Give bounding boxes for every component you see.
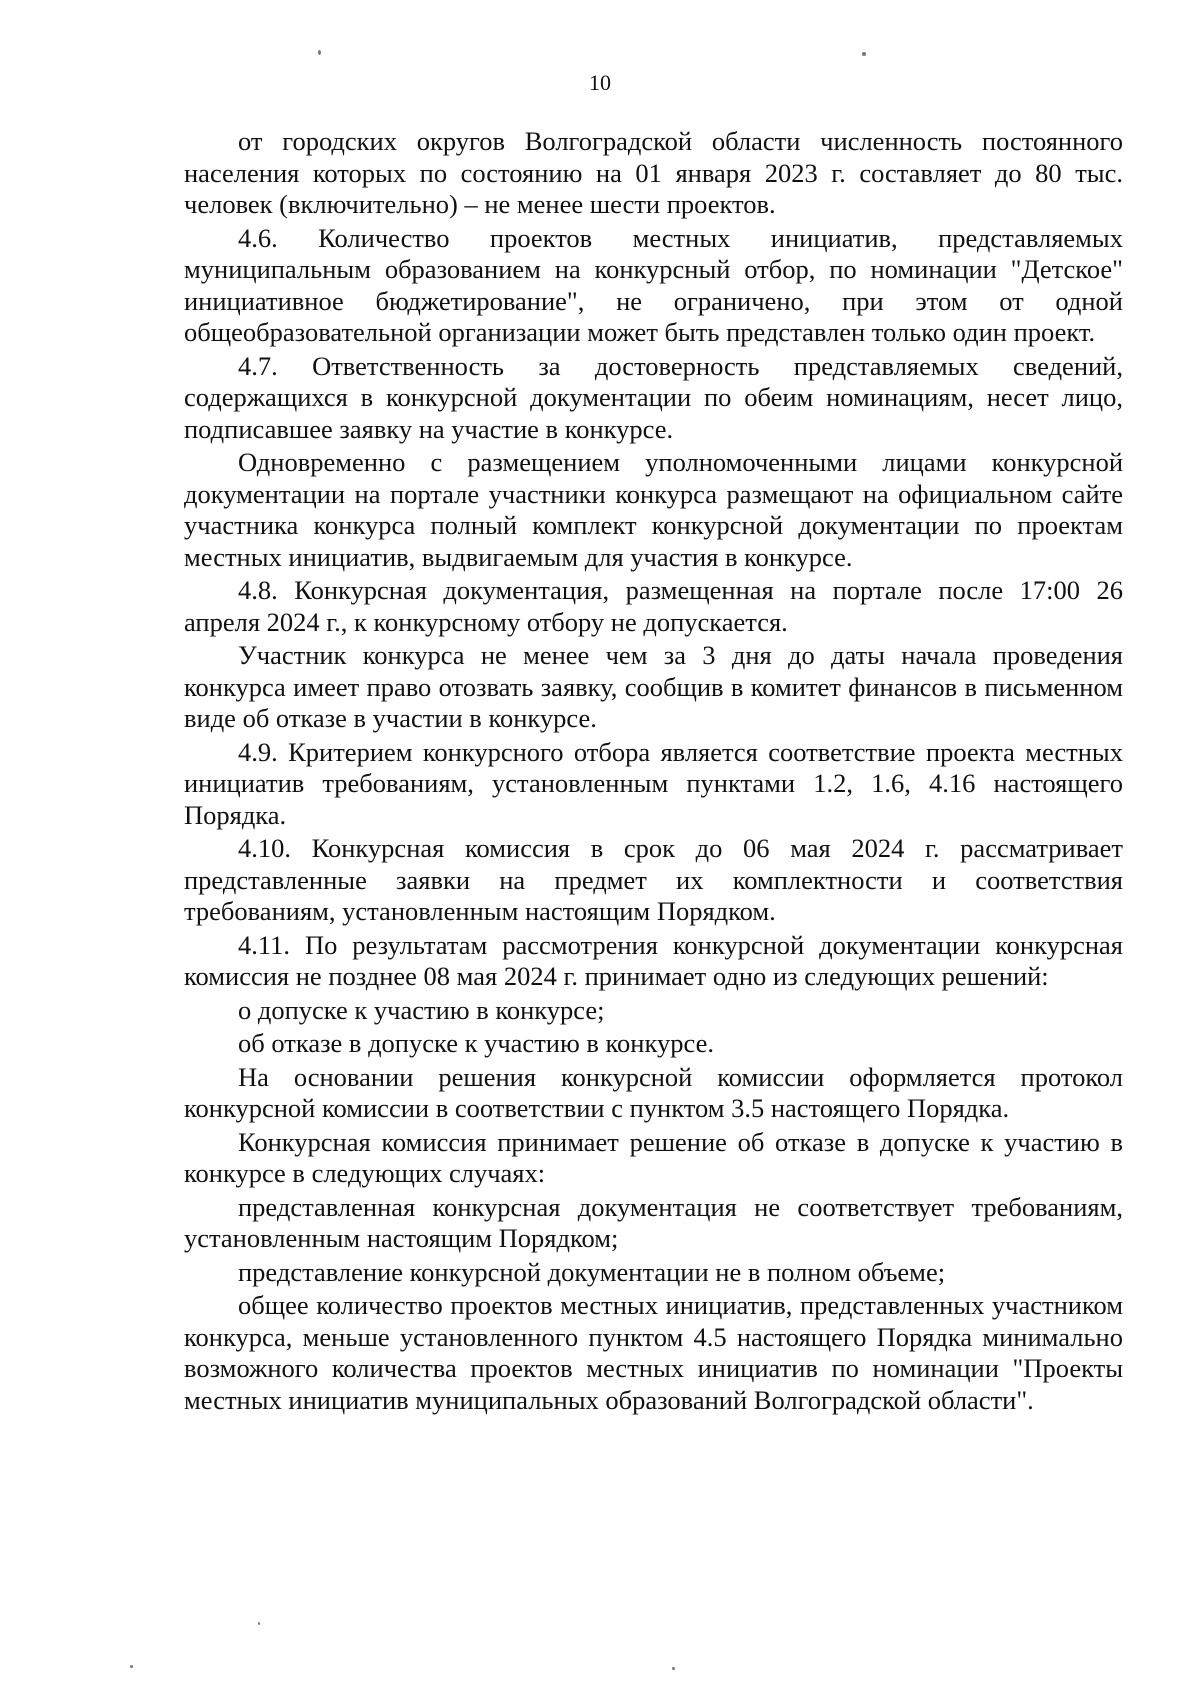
paragraph: Конкурсная комиссия принимает решение об отказе в допуске к участию в конкурсе в следующих случаях: [184,1126,1123,1188]
scan-speck [318,50,321,55]
paragraph-4-8: 4.8. Конкурсная документация, размещенная на портале после 17:00 26 апреля 2024 г., к конкурсному отбору не допускается. [184,575,1123,637]
paragraph-4-6: 4.6. Количество проектов местных инициатив, представляемых муниципальным образованием на конкурсный отбор, по номинации "Детское" инициативное бюджетирование", не ограничено, при этом от одной общеобразовательной организации может быть представлен только один проект. [184,222,1123,347]
page-number: 10 [589,70,611,95]
paragraph-4-9: 4.9. Критерием конкурсного отбора является соответствие проекта местных инициатив требованиям, установленным пунктами 1.2, 1.6, 4.16 настоящего Порядка. [184,736,1123,830]
list-item: представленная конкурсная документация не соответствует требованиям, установленным настоящим Порядком; [184,1191,1123,1253]
document-body [184,126,1123,1418]
list-item: об отказе в допуске к участию в конкурсе. [238,1028,714,1058]
scan-speck [672,1667,675,1670]
paragraph: от городских округов Волгоградской области численность постоянного населения которых по состоянию на 01 января 2023 г. составляет до 80 тыс. человек (включительно) – не менее шести проектов. [184,126,1123,219]
paragraph: Участник конкурса не менее чем за 3 дня до даты начала проведения конкурса имеет право отозвать заявку, сообщив в комитет финансов в письменном виде об отказе в участии в конкурсе. [184,640,1123,733]
list-item: представление конкурсной документации не в полном объеме; [238,1256,946,1287]
list-item: общее количество проектов местных инициатив, представленных участником конкурса, меньше установленного пунктом 4.5 настоящего Порядка минимально возможного количества проектов местных инициатив по номинации "Проекты местных инициатив муниципальных образований Волгоградской области". [184,1290,1123,1415]
scan-speck [130,1665,133,1668]
paragraph-4-11: 4.11. По результатам рассмотрения конкурсной документации конкурсная комиссия не позднее 08 мая 2024 г. принимает одно из следующих решений: [184,929,1123,991]
paragraph-4-10: 4.10. Конкурсная комиссия в срок до 06 мая 2024 г. рассматривает представленные заявки на предмет их комплектности и соответствия требованиям, установленным настоящим Порядком. [184,833,1123,926]
paragraph: Одновременно с размещением уполномоченными лицами конкурсной документации на портале участники конкурса размещают на официальном сайте участника конкурса полный комплект конкурсной документации по проектам местных инициатив, выдвигаемым для участия в конкурсе. [184,447,1123,572]
paragraph: На основании решения конкурсной комиссии оформляется протокол конкурсной комиссии в соответствии с пунктом 3.5 настоящего Порядка. [184,1061,1123,1123]
paragraph-4-7: 4.7. Ответственность за достоверность представляемых сведений, содержащихся в конкурсной документации по обеим номинациям, несет лицо, подписавшее заявку на участие в конкурсе. [184,350,1123,444]
scan-speck [258,1622,260,1625]
list-item: о допуске к участию в конкурсе; [238,994,605,1025]
scan-speck [862,52,866,56]
